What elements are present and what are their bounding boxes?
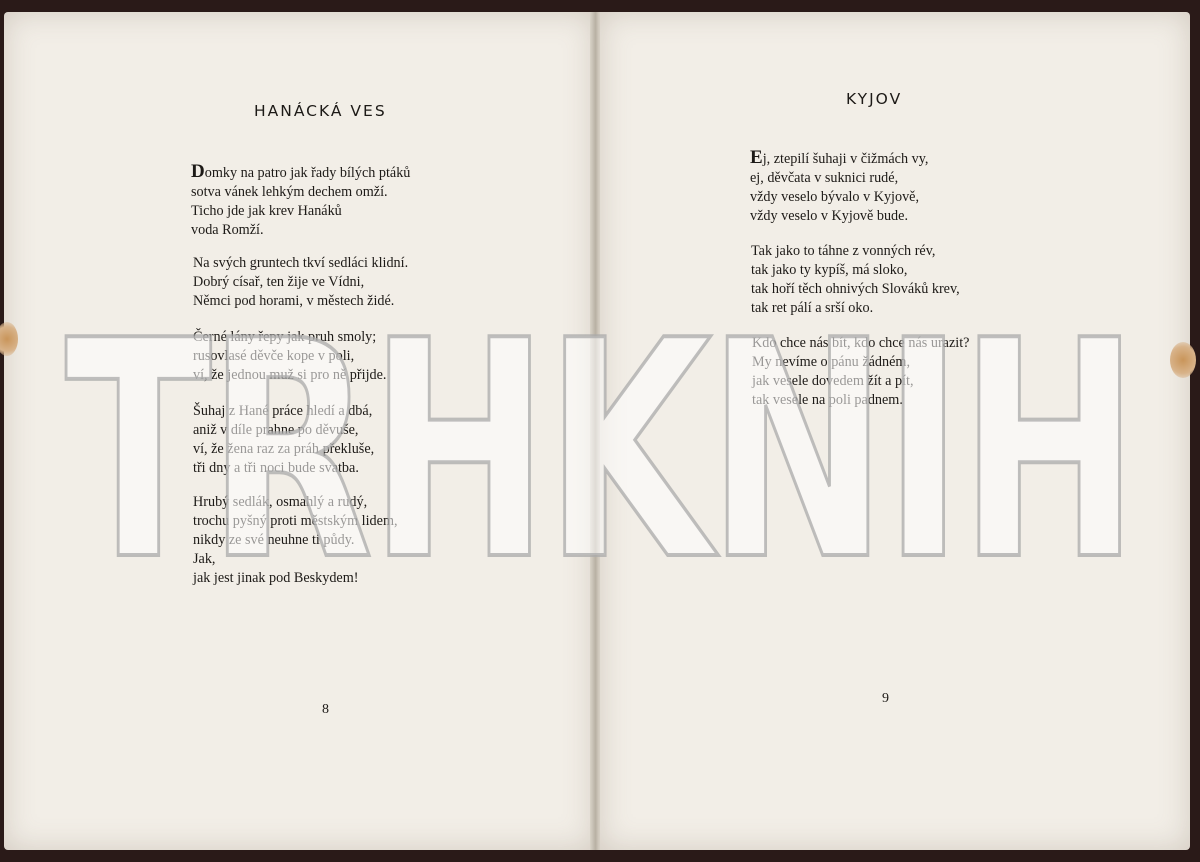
poem-line: ví, že jednou muž si pro ně přijde. <box>193 367 387 383</box>
right-stanza-3 <box>752 334 969 410</box>
poem-line: Hrubý sedlák, osmahlý a rudý, <box>193 494 368 510</box>
poem-line: ej, děvčata v suknici rudé, <box>750 170 899 186</box>
poem-line: Němci pod horami, v městech židé. <box>193 293 395 309</box>
right-page <box>600 12 1190 850</box>
left-stanza-1 <box>191 162 410 240</box>
right-page-title: KYJOV <box>846 90 903 108</box>
left-stanza-4 <box>193 402 374 478</box>
poem-line: tak hoří těch ohnivých Slováků krev, <box>751 281 960 297</box>
drop-cap: D <box>191 161 205 182</box>
left-stanza-5 <box>193 493 398 588</box>
right-stanza-1 <box>750 148 928 226</box>
left-page <box>4 12 594 850</box>
poem-line: Tak jako to táhne z vonných rév, <box>751 243 936 259</box>
poem-line: tak vesele na poli padnem. <box>752 392 903 408</box>
page-number: 8 <box>322 702 329 717</box>
poem-line: tři dny a tři noci bude svatba. <box>193 460 359 476</box>
poem-line: voda Romží. <box>191 222 264 238</box>
right-stanza-2 <box>751 242 960 318</box>
poem-line: My nevíme o pánu žádném, <box>752 354 910 370</box>
poem-line: trochu pyšný proti městským lidem, <box>193 513 398 529</box>
poem-line: sotva vánek lehkým dechem omží. <box>191 184 388 200</box>
poem-line: aniž v díle prahne po děvuše, <box>193 422 359 438</box>
poem-line: jak jest jinak pod Beskydem! <box>193 570 359 586</box>
left-stanza-2 <box>193 254 408 311</box>
poem-line: Dobrý císař, ten žije ve Vídni, <box>193 274 365 290</box>
poem-line: nikdy ze své neuhne ti půdy. <box>193 532 355 548</box>
poem-line: Na svých gruntech tkví sedláci klidní. <box>193 255 409 271</box>
left-stanza-3 <box>193 328 386 385</box>
watermark-text: TRHKNIH <box>65 277 1135 600</box>
poem-line: Ticho jde jak krev Hanáků <box>191 203 342 219</box>
poem-line: jak vesele dovedem žít a pít, <box>752 373 914 389</box>
poem-line: Šuhaj z Hané práce hledí a dbá, <box>193 403 373 419</box>
poem-line: Jak, <box>193 551 216 567</box>
page-number: 9 <box>882 691 889 706</box>
poem-line: ví, že žena raz za práh překluše, <box>193 441 375 457</box>
paper-stain <box>0 322 18 356</box>
poem-line: vždy veselo bývalo v Kyjově, <box>750 189 920 205</box>
poem-line: Černé lány řepy jak pruh smoly; <box>193 329 377 345</box>
paper-stain <box>1170 342 1196 378</box>
left-page-title: HANÁCKÁ VES <box>254 102 387 120</box>
poem-line: Domky na patro jak řady bílých ptáků <box>191 161 411 182</box>
poem-line: tak ret pálí a srší oko. <box>751 300 874 316</box>
poem-line: Ej, ztepilí šuhaji v čižmách vy, <box>750 147 929 168</box>
poem-line: vždy veselo v Kyjově bude. <box>750 208 908 224</box>
drop-cap: E <box>750 147 763 168</box>
poem-line: rusovlasé děvče kope v poli, <box>193 348 355 364</box>
poem-line: tak jako ty kypíš, má sloko, <box>751 262 908 278</box>
poem-line: Kdo chce nás bít, kdo chce nás urazit? <box>752 335 970 351</box>
